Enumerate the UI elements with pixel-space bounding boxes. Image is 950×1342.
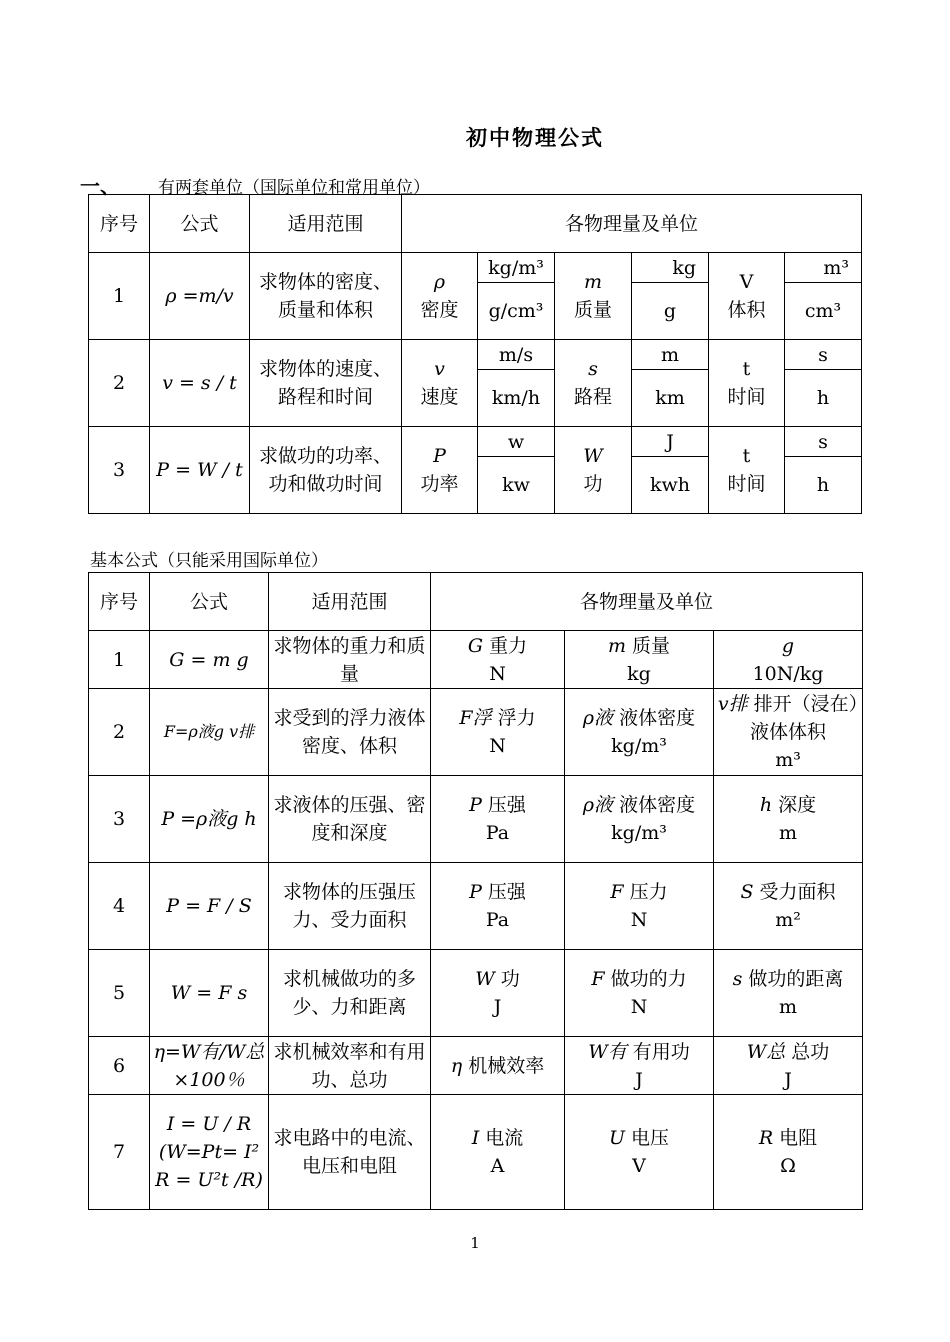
quantity-name: 有用功 [632, 1040, 690, 1063]
quantity-name: 时间 [727, 473, 766, 495]
quantity-name: 深度 [778, 794, 817, 816]
unit: Ω [780, 1155, 796, 1177]
table-row [89, 776, 863, 863]
unit-si: J [632, 427, 709, 457]
unit-si: m/s [478, 340, 555, 370]
quantity-cell [714, 776, 863, 863]
unit-common: h [785, 457, 862, 514]
quantity-volume [709, 253, 785, 340]
unit-si: m [632, 340, 709, 370]
quantity-cell [565, 776, 714, 863]
unit: m [778, 822, 798, 844]
symbol: R [758, 1127, 774, 1149]
symbol: v [434, 358, 445, 380]
header-scope: 适用范围 [250, 195, 402, 253]
symbol: F [610, 881, 624, 903]
table-cell-scope: 求电路中的电流、电压和电阻 [269, 1095, 431, 1210]
table-cell-seq: 3 [89, 776, 150, 863]
unit: Pa [485, 822, 510, 844]
quantity-cell [714, 1095, 863, 1210]
unit-si: s [785, 427, 862, 457]
quantity-name: 排开（浸在）液体体积 [750, 693, 859, 743]
quantity-name: 总功 [791, 1040, 830, 1063]
quantity-cell [431, 1037, 565, 1095]
quantity-time [709, 340, 785, 427]
quantity-cell [565, 950, 714, 1037]
quantity-name: 浮力 [497, 707, 536, 729]
quantity-name: 重力 [489, 634, 528, 657]
quantity-name: 体积 [727, 299, 766, 321]
unit-si: kg/m³ [478, 253, 555, 283]
symbol: W [583, 445, 603, 467]
unit: N [630, 996, 648, 1018]
quantity-name: 功 [500, 968, 520, 990]
table-cell-scope: 求物体的速度、路程和时间 [250, 340, 402, 427]
symbol: S [740, 881, 754, 903]
table-cell-seq: 6 [89, 1037, 150, 1095]
table-cell-seq: 1 [89, 631, 150, 689]
symbol: ρ [433, 271, 446, 293]
quantity-work [555, 427, 632, 514]
unit: kg [627, 662, 651, 685]
quantity-cell [714, 1037, 863, 1095]
quantity-cell [431, 863, 565, 950]
table-row [89, 950, 863, 1037]
symbol: t [742, 358, 751, 380]
quantity-name: 压强 [487, 881, 526, 903]
quantity-cell [431, 950, 565, 1037]
table-cell-seq: 7 [89, 1095, 150, 1210]
symbol: G [467, 634, 484, 657]
quantity-cell [714, 863, 863, 950]
header-quantities: 各物理量及单位 [402, 195, 862, 253]
header-quantities: 各物理量及单位 [431, 573, 863, 631]
unit-common: kw [478, 457, 555, 514]
quantity-cell [714, 631, 863, 689]
unit: 10N/kg [752, 662, 824, 685]
quantity-name: 功率 [420, 473, 459, 495]
unit: N [630, 909, 648, 931]
symbol: V [739, 271, 754, 293]
table-row [89, 863, 863, 950]
table-cell-seq: 2 [89, 340, 150, 427]
table-cell-seq: 5 [89, 950, 150, 1037]
unit: Pa [485, 909, 510, 931]
unit: kg/m³ [611, 735, 667, 757]
section-heading-2: 基本公式（只能采用国际单位） [90, 551, 328, 571]
unit: J [784, 1068, 792, 1091]
symbol: g [781, 634, 795, 657]
quantity-mass [555, 253, 632, 340]
symbol: h [759, 794, 773, 816]
quantity-speed [402, 340, 478, 427]
unit: J [635, 1068, 643, 1091]
quantity-cell [431, 689, 565, 776]
unit-common: g [632, 283, 709, 340]
table-cell-scope: 求机械效率和有用功、总功 [269, 1037, 431, 1095]
quantity-name: 质量 [632, 634, 671, 657]
quantity-name: 时间 [727, 386, 766, 408]
symbol: v排 [717, 693, 748, 715]
quantity-cell [565, 1095, 714, 1210]
table-cell-seq: 4 [89, 863, 150, 950]
symbol: m [583, 271, 603, 293]
symbol: P [469, 881, 482, 903]
symbol: s [732, 968, 743, 990]
table-cell-scope: 求受到的浮力液体密度、体积 [269, 689, 431, 776]
quantity-name: 机械效率 [468, 1054, 545, 1077]
table-row [89, 689, 863, 776]
unit: V [632, 1155, 646, 1177]
quantity-name: 液体密度 [619, 794, 696, 816]
quantity-name: 功 [583, 473, 603, 495]
unit-si: kg [632, 253, 709, 283]
quantity-name: 速度 [420, 386, 459, 408]
symbol: W有 [588, 1040, 627, 1063]
table-cell-scope: 求液体的压强、密度和深度 [269, 776, 431, 863]
symbol: P [469, 794, 482, 816]
symbol: η [450, 1054, 463, 1077]
unit: m² [775, 909, 801, 931]
quantity-cell [714, 689, 863, 776]
table-cell-seq: 2 [89, 689, 150, 776]
quantity-name: 液体密度 [619, 707, 696, 729]
header-formula: 公式 [150, 573, 269, 631]
quantity-cell [431, 776, 565, 863]
quantity-cell [431, 1095, 565, 1210]
table-row [89, 1037, 863, 1095]
header-seq: 序号 [89, 195, 150, 253]
table-cell-scope: 求物体的压强压力、受力面积 [269, 863, 431, 950]
table-cell-formula: P =ρ液g h [150, 776, 269, 863]
table-cell-formula: F=ρ液g v排 [150, 689, 269, 776]
quantity-name: 电阻 [779, 1127, 818, 1149]
quantity-power [402, 427, 478, 514]
quantity-cell [565, 689, 714, 776]
quantity-name: 质量 [573, 299, 612, 321]
table-row [89, 1095, 863, 1210]
page-title: 初中物理公式 [466, 125, 604, 150]
basic-formula-table [88, 572, 863, 1210]
unit-si: w [478, 427, 555, 457]
symbol: U [608, 1127, 625, 1149]
symbol: W [475, 968, 495, 990]
unit-si: s [785, 340, 862, 370]
header-formula: 公式 [150, 195, 250, 253]
quantity-cell [565, 1037, 714, 1095]
unit: N [489, 735, 506, 757]
table-cell-formula: G = m g [150, 631, 269, 689]
section-label: 有两套单位（国际单位和常用单位） [158, 178, 430, 198]
table-cell-scope: 求物体的重力和质量 [269, 631, 431, 689]
unit: N [489, 662, 506, 685]
unit-si: m³ [785, 253, 862, 283]
quantity-name: 路程 [573, 386, 612, 408]
section-number: 一、 [80, 174, 120, 198]
quantity-cell [431, 631, 565, 689]
symbol: W总 [746, 1040, 786, 1063]
quantity-name: 压强 [487, 794, 526, 816]
quantity-name: 密度 [420, 299, 459, 321]
unit: m³ [775, 749, 801, 771]
quantity-name: 电压 [631, 1127, 670, 1149]
table-cell-formula: I = U / R (W=Pt= I² R = U²t /R) [150, 1095, 269, 1210]
unit-common: km/h [478, 370, 555, 427]
table-cell-formula: P = W / t [150, 427, 250, 514]
unit-common: km [632, 370, 709, 427]
unit: kg/m³ [611, 822, 667, 844]
symbol: F浮 [459, 707, 492, 729]
symbol: F [591, 968, 605, 990]
quantity-time [709, 427, 785, 514]
symbol: t [742, 445, 751, 467]
quantity-cell [714, 950, 863, 1037]
table-cell-formula: W = F s [150, 950, 269, 1037]
quantity-cell [565, 863, 714, 950]
quantity-cell [565, 631, 714, 689]
unit-common: g/cm³ [478, 283, 555, 340]
table-cell-scope: 求物体的密度、质量和体积 [250, 253, 402, 340]
table-row [89, 631, 863, 689]
symbol: m [607, 634, 626, 657]
quantity-density [402, 253, 478, 340]
quantity-name: 做功的力 [610, 968, 687, 990]
table-cell-formula: η=W有/W总×100％ [150, 1037, 269, 1095]
table-cell-scope: 求机械做功的多少、力和距离 [269, 950, 431, 1037]
unit: A [490, 1155, 505, 1177]
symbol: ρ液 [582, 707, 614, 729]
symbol: I [471, 1127, 480, 1149]
table-cell-formula: ρ =m/v [150, 253, 250, 340]
table-body [89, 631, 863, 1210]
header-scope: 适用范围 [269, 573, 431, 631]
quantity-name: 受力面积 [759, 881, 836, 903]
symbol: ρ液 [582, 794, 614, 816]
table-cell-formula: P = F / S [150, 863, 269, 950]
unit-common: h [785, 370, 862, 427]
two-unit-table [88, 194, 862, 514]
table-cell-scope: 求做功的功率、功和做功时间 [250, 427, 402, 514]
unit-common: cm³ [785, 283, 862, 340]
table-cell-formula: v = s / t [150, 340, 250, 427]
quantity-name: 电流 [485, 1127, 524, 1149]
quantity-name: 压力 [629, 881, 668, 903]
symbol: P [433, 445, 446, 467]
table-cell-seq: 1 [89, 253, 150, 340]
unit: m [778, 996, 798, 1018]
quantity-distance [555, 340, 632, 427]
unit-common: kwh [632, 457, 709, 514]
table-cell-seq: 3 [89, 427, 150, 514]
quantity-name: 做功的距离 [748, 968, 844, 990]
header-seq: 序号 [89, 573, 150, 631]
unit: J [493, 996, 502, 1018]
page-number: 1 [470, 1234, 480, 1252]
symbol: s [588, 358, 598, 380]
